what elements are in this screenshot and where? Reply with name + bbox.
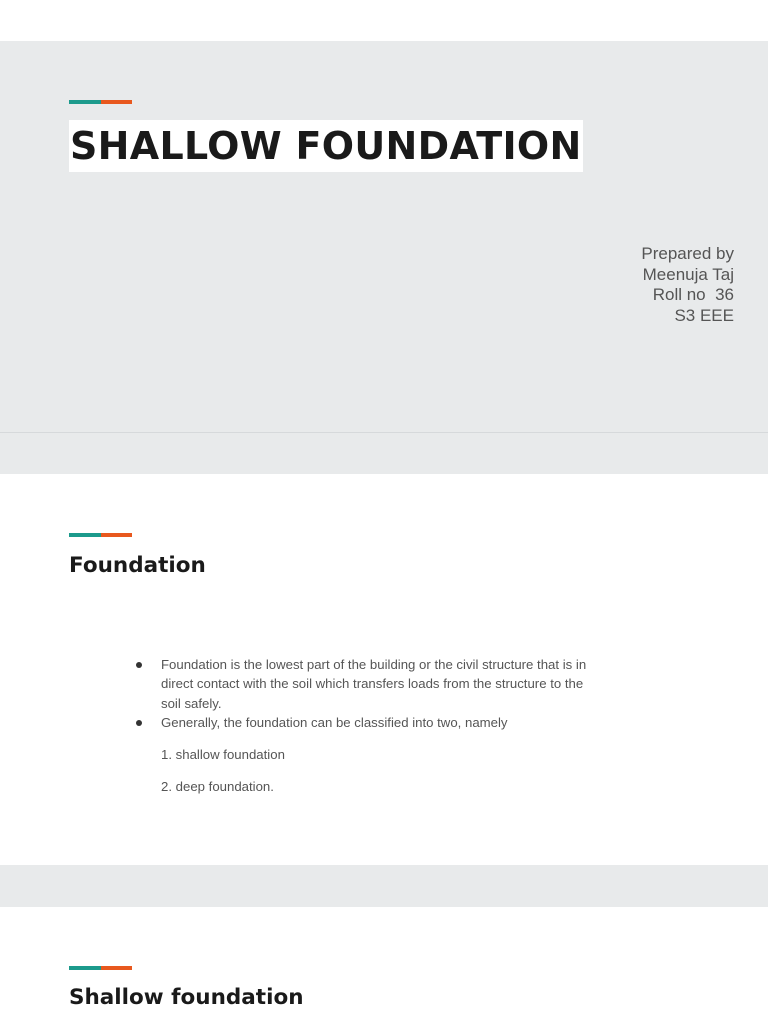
bullet-item	[136, 713, 606, 732]
author-info	[641, 244, 734, 327]
title-slide	[0, 41, 768, 432]
top-margin	[0, 0, 768, 41]
presentation-title: SHALLOW FOUNDATION	[69, 120, 583, 172]
accent-bar-teal	[69, 100, 101, 104]
list-item: 2. deep foundation.	[161, 779, 274, 794]
shallow-foundation-slide	[0, 907, 768, 1024]
foundation-slide	[0, 474, 768, 865]
bullet-list	[136, 655, 606, 733]
accent-bar	[69, 966, 132, 970]
prepared-by-label: Prepared by	[641, 244, 734, 263]
class-section: S3 EEE	[674, 306, 734, 326]
slide-heading: Foundation	[69, 553, 206, 578]
bullet-icon	[136, 720, 142, 726]
slide-divider	[0, 432, 768, 433]
accent-bar-teal	[69, 966, 101, 970]
bullet-item	[136, 655, 606, 713]
bullet-text: Generally, the foundation can be classified into two, namely	[161, 715, 508, 731]
bullet-text: Foundation is the lowest part of the building or the civil structure that is in direct contact with the soil which transfers loads from the structure to the soil safely.	[161, 657, 587, 711]
accent-bar-orange	[101, 966, 132, 970]
list-item: 1. shallow foundation	[161, 747, 285, 762]
bullet-icon	[136, 662, 142, 668]
accent-bar-teal	[69, 533, 101, 537]
author-name: Meenuja Taj	[642, 264, 734, 284]
accent-bar	[69, 100, 132, 104]
accent-bar-orange	[101, 100, 132, 104]
accent-bar	[69, 533, 132, 537]
slide-heading: Shallow foundation	[69, 985, 304, 1010]
roll-number: Roll no 36	[652, 285, 734, 305]
accent-bar-orange	[101, 533, 132, 537]
